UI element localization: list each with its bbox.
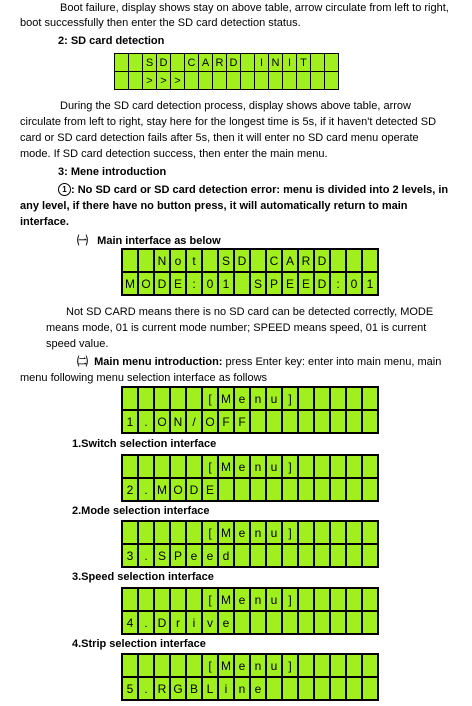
lcd-row [122,654,378,677]
lcd-row [122,387,378,410]
lcd-cell: 0 [202,272,218,295]
lcd-cell: : [186,272,202,295]
lcd-cell: e [234,387,250,410]
para1-line1: Boot failure, display shows stay on above table, arrow circulate from left to right, [60,2,449,14]
lcd-cell [330,611,346,634]
lcd-cell [213,72,227,90]
lcd-cell [282,677,298,700]
lcd-cell [314,654,330,677]
lcd-row [115,54,339,72]
lcd-cell [241,72,255,90]
para1-line2: boot successfully then enter the SD card detection status. [20,17,301,29]
lcd-cell [234,272,250,295]
lcd-cell: M [218,521,234,544]
lcd-cell [362,544,378,567]
lcd-cell: n [250,588,266,611]
lcd-cell [346,544,362,567]
lcd-cell [330,478,346,501]
lcd-cell: [ [202,588,218,611]
lcd-cell: E [170,272,186,295]
lcd-row [122,677,378,700]
lcd-cell: d [218,544,234,567]
lcd-cell [138,588,154,611]
lcd-cell [311,54,325,72]
lcd-cell [298,387,314,410]
lcd-cell [122,249,138,272]
lcd-menu-switch [121,386,379,434]
lcd-cell [314,611,330,634]
lcd-cell [186,387,202,410]
lcd-cell [170,654,186,677]
lcd-cell [186,455,202,478]
lcd-cell [186,588,202,611]
lcd-cell [170,455,186,478]
lcd-cell [362,611,378,634]
lcd-cell: : [330,272,346,295]
lcd-cell: B [186,677,202,700]
lcd-cell [330,521,346,544]
lcd-cell: C [266,249,282,272]
lcd-cell [325,72,339,90]
lcd-cell [282,544,298,567]
lcd-cell: S [143,54,157,72]
lcd-cell: O [154,410,170,433]
subsec1-line3: interface. [20,216,69,228]
lcd-cell: t [186,249,202,272]
para2-line4: mode. If SD card detection success, then enter the main menu. [20,148,328,160]
lcd-cell [269,72,283,90]
lcd-cell: n [250,654,266,677]
lcd-cell: . [138,611,154,634]
lcd-cell: I [283,54,297,72]
lcd-cell [330,387,346,410]
lcd-cell: i [186,611,202,634]
lcd-cell: . [138,478,154,501]
lcd-cell [362,249,378,272]
lcd-cell: P [170,544,186,567]
lcd-cell [362,387,378,410]
lcd-cell [330,677,346,700]
lcd-cell [346,410,362,433]
caption-speed-selection: 3.Speed selection interface [72,571,214,583]
lcd-cell [298,544,314,567]
lcd-cell: n [250,521,266,544]
lcd-cell: D [186,478,202,501]
lcd-cell [330,654,346,677]
lcd-cell: . [138,410,154,433]
lcd-cell: 2 [122,478,138,501]
lcd-cell [115,54,129,72]
lcd-row [122,478,378,501]
lcd-cell: 1 [218,272,234,295]
lcd-cell [314,544,330,567]
lcd-cell [154,455,170,478]
lcd-cell [298,654,314,677]
lcd-cell: R [298,249,314,272]
lcd-cell [330,410,346,433]
lcd-sd-card-init [114,53,339,90]
lcd-cell [170,588,186,611]
lcd-cell: D [314,249,330,272]
lcd-cell [186,521,202,544]
lcd-cell [218,478,234,501]
lcd-cell: [ [202,521,218,544]
lcd-menu-rgbline [121,653,379,701]
lcd-cell [362,455,378,478]
lcd-cell: 5 [122,677,138,700]
lcd-cell [154,387,170,410]
lcd-cell: 1 [122,410,138,433]
lcd-cell [234,544,250,567]
lcd-row [122,521,378,544]
lcd-cell: r [170,611,186,634]
main-menu-intro-line1 [77,354,441,370]
lcd-cell [314,455,330,478]
lcd-cell [266,544,282,567]
lcd-cell: E [202,478,218,501]
lcd-cell [255,72,269,90]
lcd-menu-speed [121,520,379,568]
subsec1-line2: any level, if there have no button press, it will automatically return to main [20,200,408,212]
para3-line1: Not SD CARD means there is no SD card can be detected correctly, MODE [66,306,434,318]
lcd-cell [138,387,154,410]
lcd-row [122,455,378,478]
lcd-cell: . [138,677,154,700]
lcd-cell [330,588,346,611]
lcd-cell [362,521,378,544]
lcd-cell: o [170,249,186,272]
lcd-cell: M [122,272,138,295]
lcd-cell [250,544,266,567]
lcd-cell [362,654,378,677]
section-heading-menu-intro: 3: Mene introduction [58,166,167,178]
lcd-cell [311,72,325,90]
caption-strip-selection: 4.Strip selection interface [72,638,206,650]
lcd-cell: S [218,249,234,272]
parenthesized-one-marker: ㈠ [77,235,88,247]
lcd-cell [346,387,362,410]
lcd-cell [298,478,314,501]
circled-number-one: 1 [58,183,71,196]
lcd-cell: [ [202,654,218,677]
lcd-cell [330,544,346,567]
lcd-cell: [ [202,455,218,478]
lcd-cell [282,611,298,634]
lcd-menu-drive [121,587,379,635]
lcd-cell [266,677,282,700]
lcd-row [122,544,378,567]
main-menu-intro-line2: menu following menu selection interface as follows [20,372,268,384]
lcd-cell [330,455,346,478]
lcd-cell: D [234,249,250,272]
lcd-cell [122,521,138,544]
lcd-cell [250,611,266,634]
lcd-cell: O [138,272,154,295]
lcd-cell: E [282,272,298,295]
lcd-cell: u [266,455,282,478]
lcd-cell [122,387,138,410]
lcd-cell: P [266,272,282,295]
lcd-cell: F [234,410,250,433]
lcd-cell [330,249,346,272]
lcd-cell [346,478,362,501]
lcd-cell [314,387,330,410]
lcd-cell [170,521,186,544]
lcd-cell [298,677,314,700]
lcd-cell: 1 [362,272,378,295]
lcd-cell [282,410,298,433]
lcd-cell [314,521,330,544]
lcd-cell [250,478,266,501]
lcd-cell: D [157,54,171,72]
caption-mode-selection: 2.Mode selection interface [72,505,210,517]
lcd-menu-mode [121,454,379,502]
main-interface-heading-text: Main interface as below [97,235,221,247]
lcd-row [122,611,378,634]
main-interface-heading [77,233,221,249]
lcd-cell: A [199,54,213,72]
lcd-cell: ] [282,588,298,611]
lcd-cell: u [266,654,282,677]
para2-line3: card or SD card detection fails after 5s, then it will enter no SD card menu operate [20,132,419,144]
lcd-cell [250,410,266,433]
lcd-cell [362,478,378,501]
lcd-cell [122,588,138,611]
lcd-cell [346,521,362,544]
lcd-cell [346,654,362,677]
lcd-cell [154,521,170,544]
lcd-cell: S [154,544,170,567]
lcd-cell: ] [282,387,298,410]
lcd-cell [298,521,314,544]
lcd-cell: M [154,478,170,501]
lcd-cell [129,72,143,90]
lcd-cell [283,72,297,90]
lcd-cell: n [250,387,266,410]
lcd-cell [314,410,330,433]
lcd-cell: M [218,387,234,410]
lcd-cell: e [202,544,218,567]
lcd-cell: > [171,72,185,90]
subsec1-line1-text: : No SD card or SD card detection error: menu is divided into 2 levels, in [71,184,449,196]
lcd-cell [138,654,154,677]
lcd-cell: C [185,54,199,72]
lcd-cell: L [202,677,218,700]
lcd-cell: 0 [346,272,362,295]
lcd-cell [154,654,170,677]
para3-line2: means mode, 01 is current mode number; SPEED means speed, 01 is current [46,322,427,334]
lcd-cell [346,588,362,611]
lcd-cell: e [234,654,250,677]
lcd-cell: N [170,410,186,433]
lcd-cell [227,72,241,90]
lcd-cell: e [186,544,202,567]
lcd-cell: e [234,455,250,478]
lcd-cell [138,455,154,478]
lcd-cell: u [266,521,282,544]
lcd-cell: e [218,611,234,634]
lcd-cell: A [282,249,298,272]
lcd-main-interface [121,248,379,296]
lcd-cell [170,387,186,410]
lcd-cell [362,410,378,433]
lcd-cell: i [218,677,234,700]
lcd-cell: e [250,677,266,700]
lcd-cell [138,521,154,544]
lcd-cell [298,611,314,634]
lcd-cell: S [250,272,266,295]
lcd-cell: ] [282,654,298,677]
lcd-cell [314,677,330,700]
lcd-cell [241,54,255,72]
lcd-cell [298,455,314,478]
lcd-cell: e [234,588,250,611]
lcd-cell: D [227,54,241,72]
lcd-cell [186,654,202,677]
lcd-cell [171,54,185,72]
para2-line1: During the SD card detection process, display shows above table, arrow [60,100,411,112]
lcd-cell: . [138,544,154,567]
lcd-cell [314,588,330,611]
lcd-cell [325,54,339,72]
section-heading-sd-detection: 2: SD card detection [58,35,165,47]
lcd-cell: R [213,54,227,72]
lcd-cell: u [266,387,282,410]
lcd-cell: D [314,272,330,295]
lcd-cell [185,72,199,90]
lcd-cell: N [154,249,170,272]
lcd-cell: M [218,654,234,677]
lcd-cell: ] [282,521,298,544]
lcd-cell [122,455,138,478]
lcd-row [122,588,378,611]
lcd-cell: 3 [122,544,138,567]
lcd-row [122,249,378,272]
lcd-cell [362,677,378,700]
lcd-cell: N [269,54,283,72]
lcd-cell [346,455,362,478]
lcd-cell [266,478,282,501]
lcd-cell [298,588,314,611]
lcd-cell: G [170,677,186,700]
lcd-cell [129,54,143,72]
parenthesized-two-marker: ㈡ [77,356,88,368]
lcd-cell: O [170,478,186,501]
subsec1-line1 [58,182,448,198]
lcd-cell [122,654,138,677]
lcd-cell [234,478,250,501]
lcd-cell [266,410,282,433]
lcd-cell: > [143,72,157,90]
lcd-cell: [ [202,387,218,410]
para3-line3: speed value. [46,338,109,350]
lcd-cell: / [186,410,202,433]
lcd-cell: M [218,455,234,478]
lcd-cell [234,611,250,634]
lcd-cell: 4 [122,611,138,634]
para2-line2: circulate from left to right, stay here for the longest time is 5s, if it haven't detected SD [20,116,437,128]
lcd-cell [202,249,218,272]
lcd-cell [346,677,362,700]
lcd-cell [115,72,129,90]
lcd-cell [346,249,362,272]
lcd-row [122,410,378,433]
lcd-cell: u [266,588,282,611]
lcd-cell [298,410,314,433]
lcd-cell: > [157,72,171,90]
lcd-cell [154,588,170,611]
lcd-cell: O [202,410,218,433]
lcd-cell [362,588,378,611]
lcd-cell [346,611,362,634]
lcd-cell: ] [282,455,298,478]
main-menu-intro-rest: press Enter key: enter into main menu, main [225,356,442,368]
lcd-cell: n [250,455,266,478]
lcd-cell: v [202,611,218,634]
lcd-cell: D [154,611,170,634]
lcd-row [122,272,378,295]
lcd-cell: F [218,410,234,433]
lcd-cell [138,249,154,272]
lcd-cell: D [154,272,170,295]
lcd-cell: T [297,54,311,72]
lcd-cell: e [234,521,250,544]
main-menu-intro-bold: Main menu introduction: [94,356,223,368]
lcd-cell: I [255,54,269,72]
lcd-cell: R [154,677,170,700]
lcd-cell [282,478,298,501]
lcd-cell [199,72,213,90]
caption-switch-selection: 1.Switch selection interface [72,438,217,450]
lcd-cell [297,72,311,90]
lcd-cell [314,478,330,501]
lcd-cell [250,249,266,272]
lcd-cell [266,611,282,634]
lcd-cell: E [298,272,314,295]
lcd-cell: n [234,677,250,700]
lcd-row [115,72,339,90]
lcd-cell: M [218,588,234,611]
